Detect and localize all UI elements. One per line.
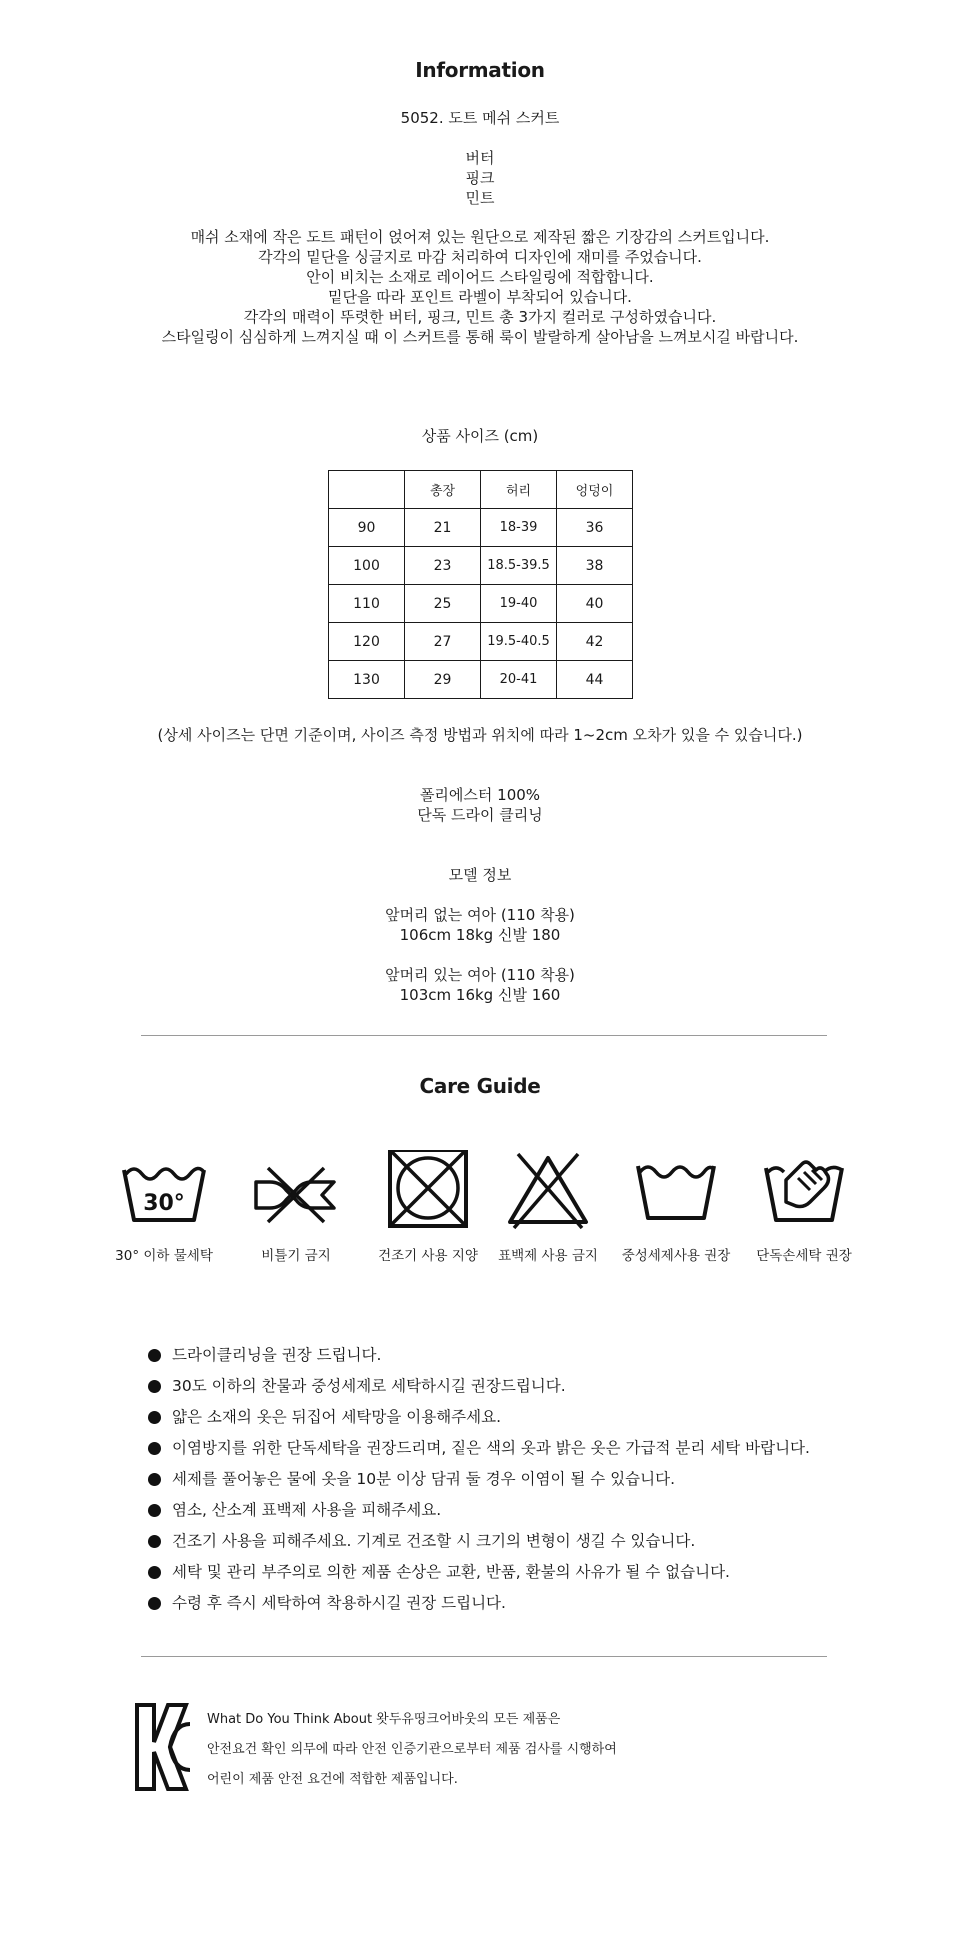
care-label: 중성세제사용 권장	[621, 1248, 731, 1264]
waist-cell: 19-40	[481, 585, 557, 623]
size-cell: 100	[329, 547, 405, 585]
care-item-hand-wash	[740, 1150, 868, 1264]
size-cell: 90	[329, 509, 405, 547]
care-item-neutral-detergent	[612, 1150, 740, 1264]
bullet-icon	[148, 1442, 161, 1455]
hip-cell: 44	[557, 661, 633, 699]
waist-cell: 20-41	[481, 661, 557, 699]
list-item	[148, 1526, 810, 1557]
guide-text: 드라이클리닝을 권장 드립니다.	[172, 1346, 382, 1364]
model-info-2	[0, 965, 960, 1005]
material-info	[0, 785, 960, 825]
list-item	[148, 1464, 810, 1495]
hip-cell: 38	[557, 547, 633, 585]
bullet-icon	[148, 1504, 161, 1517]
bullet-icon	[148, 1535, 161, 1548]
description-line: 매쉬 소재에 작은 도트 패턴이 얹어져 있는 원단으로 제작된 짧은 기장감의 스커트입니다.	[190, 228, 770, 246]
care-label: 비틀기 금지	[261, 1248, 331, 1264]
description-line: 안이 비치는 소재로 레이어드 스타일링에 적합합니다.	[306, 268, 654, 286]
size-header-cell: 엉덩이	[557, 471, 633, 509]
description-line: 스타일링이 심심하게 느껴지실 때 이 스커트를 통해 룩이 발랄하게 살아남을 느껴보시길 바랍니다.	[161, 328, 799, 346]
size-table	[328, 470, 633, 699]
bullet-icon	[148, 1380, 161, 1393]
waist-cell: 18-39	[481, 509, 557, 547]
waist-cell: 18.5-39.5	[481, 547, 557, 585]
guide-text: 염소, 산소계 표백제 사용을 피해주세요.	[172, 1501, 442, 1519]
size-cell: 110	[329, 585, 405, 623]
color-list	[0, 148, 960, 208]
care-item-no-wring	[232, 1150, 360, 1264]
size-note: (상세 사이즈는 단면 기준이며, 사이즈 측정 방법과 위치에 따라 1~2cm 오차가 있을 수 있습니다.)	[157, 726, 803, 744]
size-header-cell	[329, 471, 405, 509]
product-name: 5052. 도트 메쉬 스커트	[400, 109, 560, 127]
wash-30-icon	[118, 1150, 210, 1230]
care-icon-row	[100, 1150, 860, 1280]
material-line: 폴리에스터 100%	[419, 786, 541, 804]
bullet-icon	[148, 1473, 161, 1486]
section-divider	[141, 1035, 827, 1036]
size-table-header-row	[329, 471, 633, 509]
size-header-cell: 총장	[405, 471, 481, 509]
waist-cell: 19.5-40.5	[481, 623, 557, 661]
length-cell: 25	[405, 585, 481, 623]
color-option: 핑크	[465, 169, 495, 187]
size-title: 상품 사이즈 (cm)	[421, 427, 539, 445]
hip-cell: 40	[557, 585, 633, 623]
care-item-no-tumble-dry	[364, 1150, 492, 1264]
care-guide-heading: Care Guide	[419, 1074, 541, 1098]
description-line: 각각의 매력이 뚜렷한 버터, 핑크, 민트 총 3가지 컬러로 구성하였습니다.	[243, 308, 717, 326]
kc-line: 안전요건 확인 의무에 따라 안전 인증기관으로부터 제품 검사를 시행하여	[207, 1742, 617, 1757]
model-description: 앞머리 있는 여아 (110 착용)	[385, 966, 575, 984]
no-wring-icon	[250, 1150, 342, 1230]
care-label: 표백제 사용 금지	[498, 1248, 598, 1264]
care-label: 단독손세탁 권장	[756, 1248, 852, 1264]
kc-certification-text	[207, 1705, 617, 1795]
size-header-cell: 허리	[481, 471, 557, 509]
hip-cell: 36	[557, 509, 633, 547]
list-item	[148, 1371, 810, 1402]
model-description: 앞머리 없는 여아 (110 착용)	[385, 906, 575, 924]
size-cell: 120	[329, 623, 405, 661]
care-label: 30° 이하 물세탁	[115, 1248, 213, 1264]
size-cell: 130	[329, 661, 405, 699]
no-bleach-icon	[502, 1150, 594, 1230]
guide-text: 건조기 사용을 피해주세요. 기계로 건조할 시 크기의 변형이 생길 수 있습니다.	[172, 1532, 696, 1550]
model-info-1	[0, 905, 960, 945]
description-line: 각각의 밑단을 싱글지로 마감 처리하여 디자인에 재미를 주었습니다.	[258, 248, 702, 266]
length-cell: 27	[405, 623, 481, 661]
guide-text: 이염방지를 위한 단독세탁을 권장드리며, 짙은 색의 옷과 밝은 옷은 가급적 분리 세탁 바랍니다.	[172, 1439, 810, 1457]
guide-text: 세탁 및 관리 부주의로 의한 제품 손상은 교환, 반품, 환불의 사유가 될 수 없습니다.	[172, 1563, 730, 1581]
bullet-icon	[148, 1411, 161, 1424]
product-description	[0, 227, 960, 347]
neutral-detergent-icon	[630, 1150, 722, 1230]
guide-text: 얇은 소재의 옷은 뒤집어 세탁망을 이용해주세요.	[172, 1408, 502, 1426]
model-measurements: 103cm 16kg 신발 160	[399, 986, 561, 1004]
color-option: 민트	[465, 189, 495, 207]
bullet-icon	[148, 1597, 161, 1610]
table-row	[329, 585, 633, 623]
kc-line: What Do You Think About 왓두유띵크어바웃의 모든 제품은	[207, 1712, 561, 1727]
information-heading: Information	[415, 58, 545, 82]
wash-temp-text: 30°	[143, 1191, 185, 1216]
bullet-icon	[148, 1566, 161, 1579]
list-item	[148, 1495, 810, 1526]
table-row	[329, 661, 633, 699]
length-cell: 29	[405, 661, 481, 699]
kc-mark-container	[134, 1702, 192, 1796]
color-option: 버터	[465, 149, 495, 167]
table-row	[329, 509, 633, 547]
table-row	[329, 547, 633, 585]
care-item-wash-30	[100, 1150, 228, 1264]
care-guide-list	[148, 1340, 810, 1619]
list-item	[148, 1557, 810, 1588]
kc-mark-icon	[134, 1702, 192, 1792]
hand-wash-icon	[758, 1150, 850, 1230]
care-label: 건조기 사용 지양	[378, 1248, 478, 1264]
model-title: 모델 정보	[448, 866, 512, 884]
model-measurements: 106cm 18kg 신발 180	[399, 926, 561, 944]
care-item-no-bleach	[484, 1150, 612, 1264]
list-item	[148, 1402, 810, 1433]
care-line: 단독 드라이 클리닝	[417, 806, 543, 824]
guide-text: 세제를 풀어놓은 물에 옷을 10분 이상 담궈 둘 경우 이염이 될 수 있습니다.	[172, 1470, 676, 1488]
table-row	[329, 623, 633, 661]
kc-line: 어린이 제품 안전 요건에 적합한 제품입니다.	[207, 1772, 458, 1787]
bullet-icon	[148, 1349, 161, 1362]
section-divider	[141, 1656, 827, 1657]
description-line: 밑단을 따라 포인트 라벨이 부착되어 있습니다.	[328, 288, 632, 306]
list-item	[148, 1433, 810, 1464]
guide-text: 수령 후 즉시 세탁하여 착용하시길 권장 드립니다.	[172, 1594, 506, 1612]
list-item	[148, 1340, 810, 1371]
hip-cell: 42	[557, 623, 633, 661]
length-cell: 21	[405, 509, 481, 547]
list-item	[148, 1588, 810, 1619]
no-tumble-dry-icon	[382, 1150, 474, 1230]
guide-text: 30도 이하의 찬물과 중성세제로 세탁하시길 권장드립니다.	[172, 1377, 566, 1395]
length-cell: 23	[405, 547, 481, 585]
